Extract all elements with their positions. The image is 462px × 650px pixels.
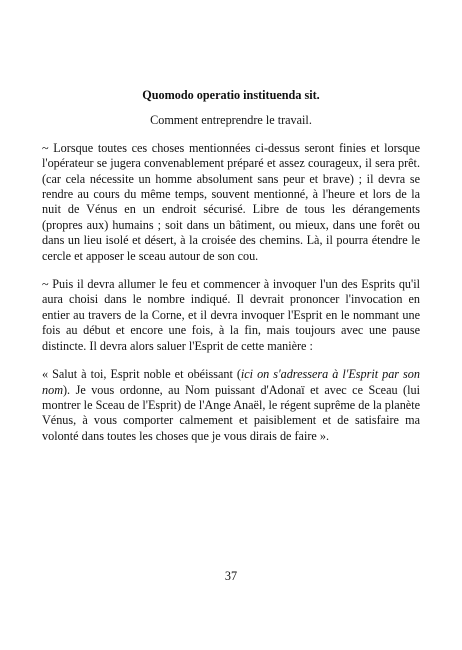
paragraph-preparation: ~ Lorsque toutes ces choses mentionnées ci-dessus seront finies et lorsque l'opérateur se jugera convenablement préparé et assez courageux, il sera prêt. (car cela nécessite un homme absolument sans peur et brave) ; il devra se rendre au cours du même temps, souvent mentionné, à l'heure et lors de la nuit de Vénus en un endroit sécurisé. Libre de tous les dérangements (propres aux) humains ; soit dans un bâtiment, ou mieux, dans une forêt ou dans un lieu isolé et désert, à la croisée des chemins. Là, il pourra étendre le cercle et apposer le sceau autour de son cou.: [42, 140, 420, 263]
page-number: 37: [224, 569, 238, 583]
chapter-subheading: Comment entreprendre le travail.: [150, 113, 312, 128]
chapter-heading: Quomodo operatio instituenda sit.: [142, 88, 320, 102]
salutation-italic-note: ici on s'adressera à l'Esprit par son nom: [42, 367, 420, 397]
document-page: [42, 88, 420, 457]
salutation-text-end: ). Je vous ordonne, au Nom puissant d'Adonaï et avec ce Sceau (lui montrer le Sceau de l'Esprit) de l'Ange Anaël, le régent suprême de la planète Vénus, à vous comporter calmement et paisiblement et de satisfaire ma volonté dans toutes les choses que je vous dirais de faire ».: [42, 382, 420, 443]
paragraph-salutation: [42, 367, 420, 444]
salutation-text-start: « Salut à toi, Esprit noble et obéissant (: [42, 367, 241, 382]
paragraph-invocation: ~ Puis il devra allumer le feu et commencer à invoquer l'un des Esprits qu'il aura choisi dans le nombre indiqué. Il devrait prononcer l'invocation en entier au travers de la Corne, et il devra invoquer l'Esprit en le nommant une fois au début et encore une fois, à la fin, mais toujours avec une pause distincte. Il devra alors saluer l'Esprit de cette manière :: [42, 277, 420, 353]
